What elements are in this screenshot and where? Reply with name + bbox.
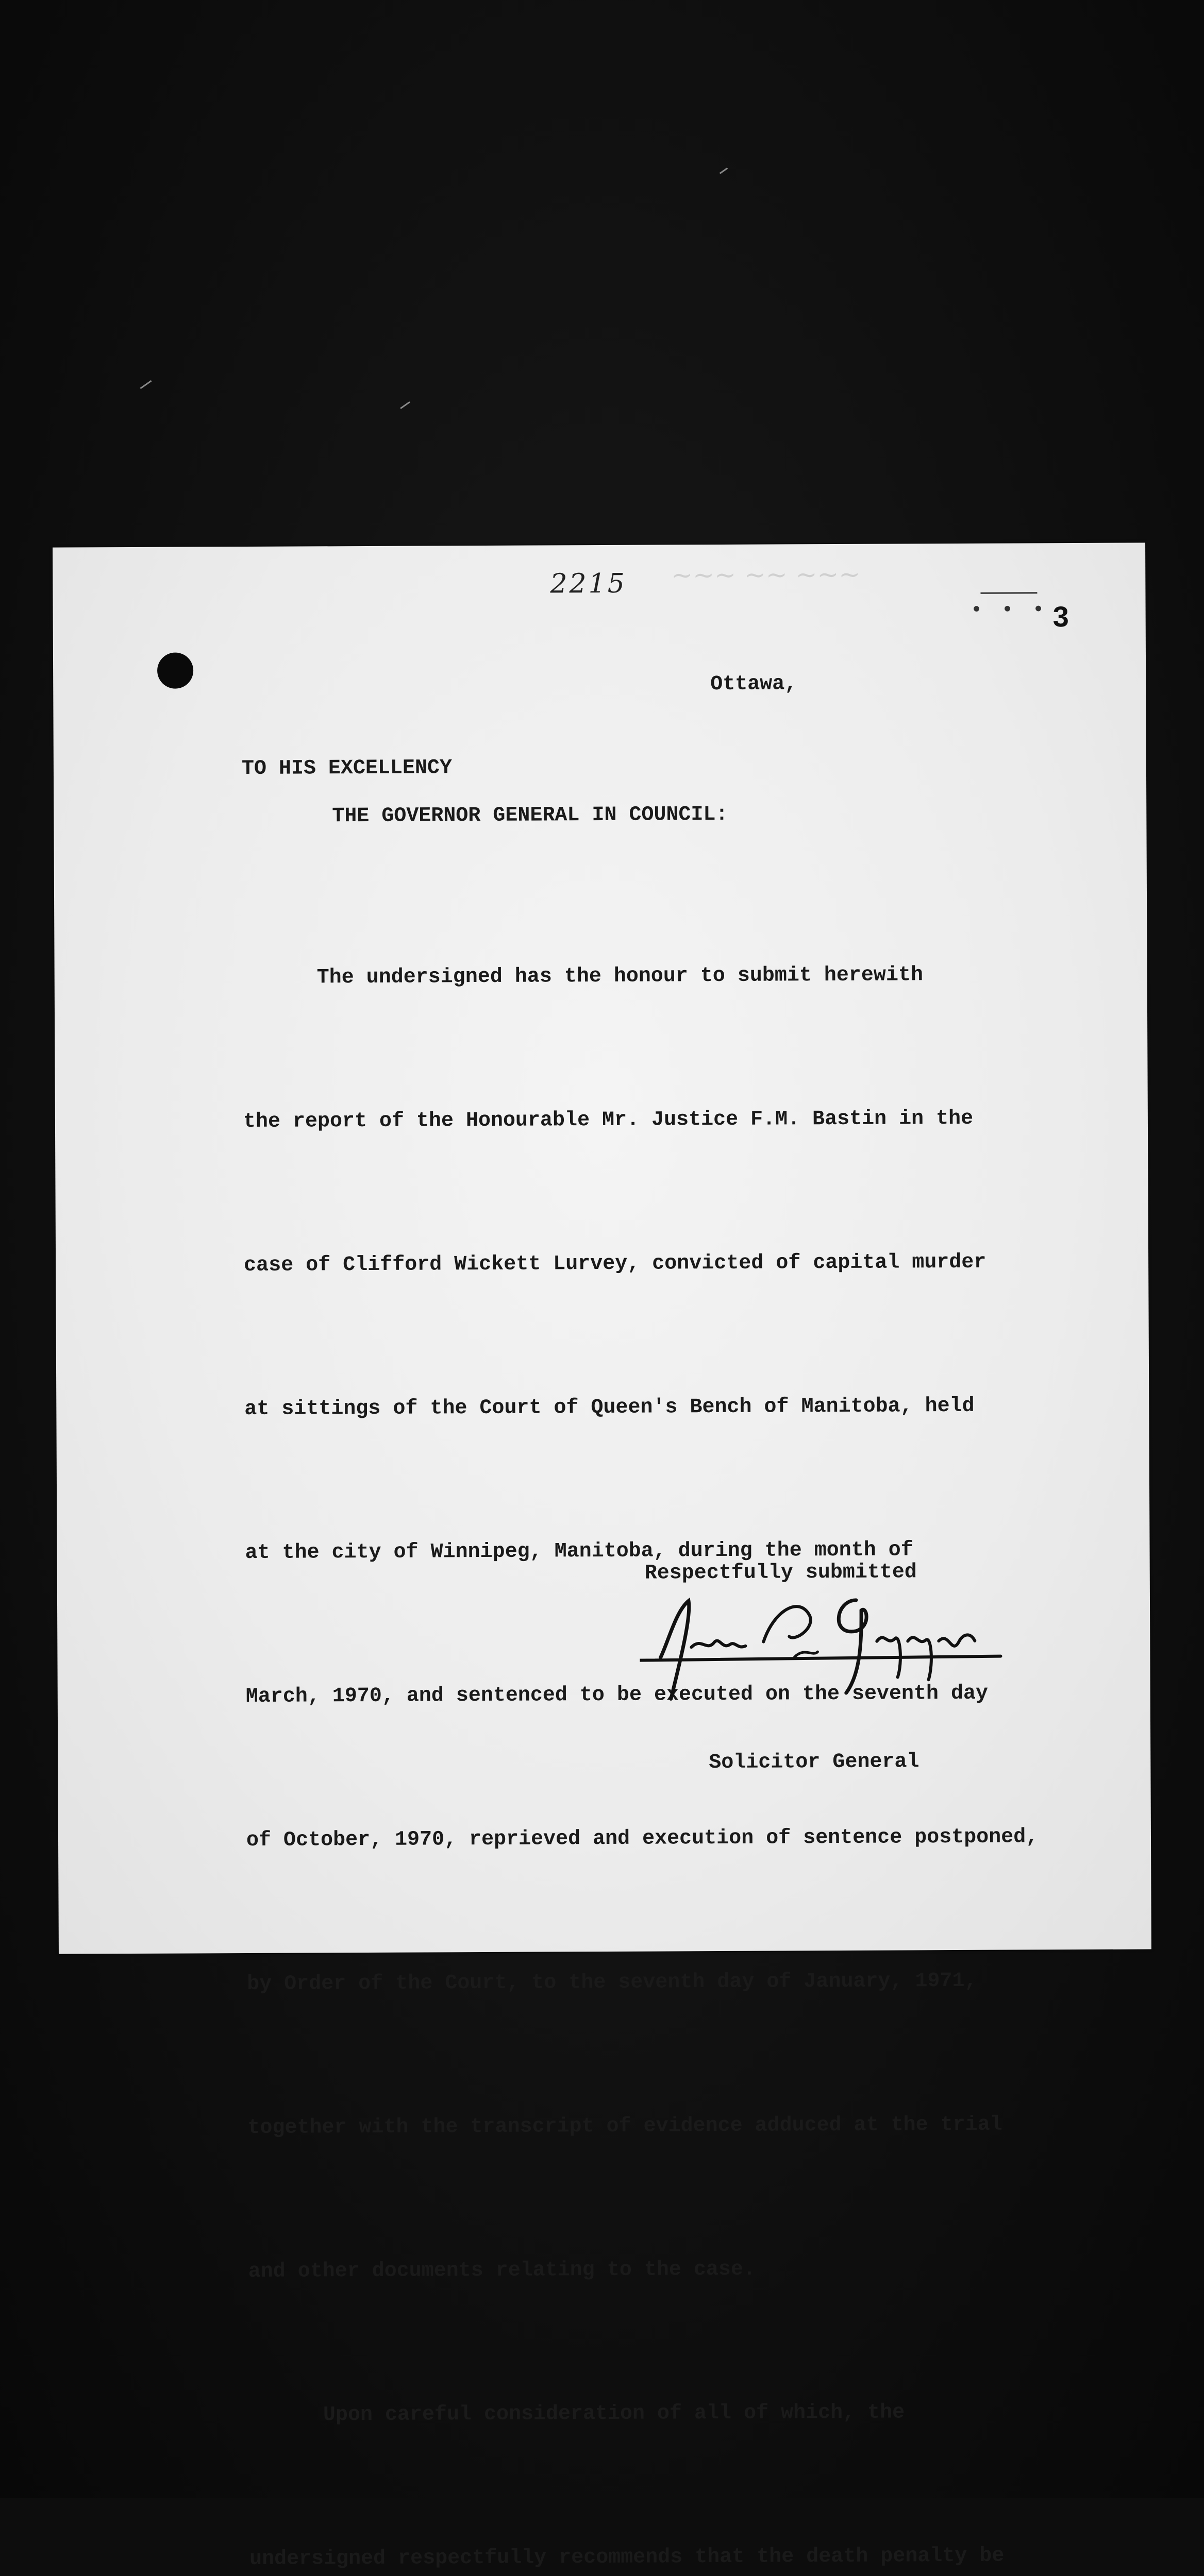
stamp-dots: • • • xyxy=(970,599,1048,622)
body-line: and other documents relating to the case. xyxy=(248,2258,756,2284)
body-line: together with the transcript of evidence adduced at the trial xyxy=(247,2113,1002,2140)
signer-title: Solicitor General xyxy=(709,1750,919,1775)
body-line: The undersigned has the honour to submit herewith xyxy=(242,963,924,990)
punch-hole xyxy=(157,652,193,688)
body-line: case of Clifford Wickett Lurvey, convicted of capital murder xyxy=(244,1250,986,1278)
body-line: by Order of the Court, to the seventh day of January, 1971, xyxy=(247,1969,977,1996)
body-line: at sittings of the Court of Queen's Bench of Manitoba, held xyxy=(244,1394,975,1421)
body-line: undersigned respectfully recommends that the death penalty be xyxy=(249,2544,1005,2571)
body-line: at the city of Winnipeg, Manitoba, during the month of xyxy=(245,1538,913,1565)
letter-body xyxy=(242,855,1055,2576)
body-line: Upon careful consideration of all of which, the xyxy=(248,2401,905,2428)
salutation-line-2: THE GOVERNOR GENERAL IN COUNCIL: xyxy=(332,803,728,828)
handwritten-file-number: 2215 xyxy=(550,568,627,600)
document-page xyxy=(53,543,1151,2571)
closing-line: Respectfully submitted xyxy=(644,1561,917,1585)
page-number: 3 xyxy=(1052,600,1069,633)
body-line: the report of the Honourable Mr. Justice F.M. Bastin in the xyxy=(243,1107,974,1134)
body-line: March, 1970, and sentenced to be executed on the seventh day xyxy=(245,1682,989,1709)
stamp-mark xyxy=(980,592,1037,594)
salutation-line-1: TO HIS EXCELLENCY xyxy=(241,756,453,781)
film-scratch xyxy=(720,167,728,174)
film-scratch xyxy=(140,380,152,389)
body-line: of October, 1970, reprieved and execution of sentence postponed, xyxy=(246,1825,1039,1853)
handwritten-signature xyxy=(640,1579,1011,1704)
film-scratch xyxy=(400,401,410,409)
place-line: Ottawa, xyxy=(710,672,797,697)
faint-pencil-notation: ~~~ ~~ ~~~ xyxy=(671,559,861,590)
